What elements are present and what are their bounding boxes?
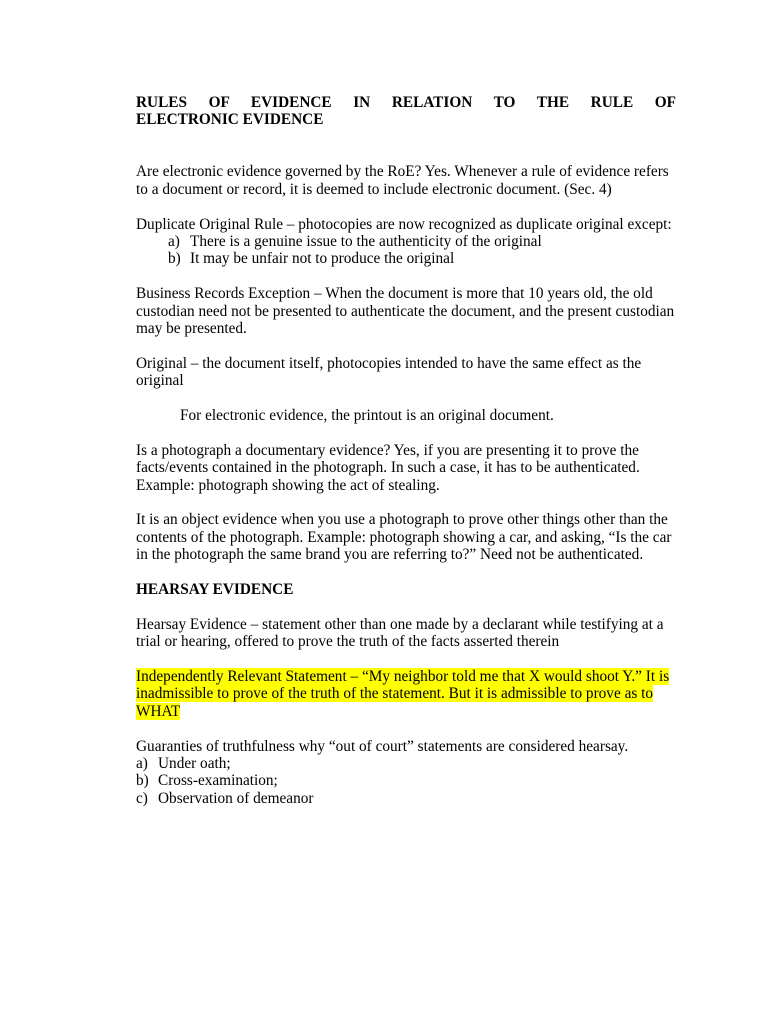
document-title-line2: ELECTRONIC EVIDENCE <box>136 111 324 129</box>
section-heading-hearsay: HEARSAY EVIDENCE <box>136 581 294 599</box>
paragraph-independently-relevant <box>136 668 676 720</box>
list-item <box>136 790 676 807</box>
list-marker: c) <box>136 789 148 807</box>
list-item <box>168 250 676 267</box>
list-item <box>168 233 676 250</box>
list-item-text: Under oath; <box>158 755 231 773</box>
highlighted-text: Independently Relevant Statement – “My neighbor told me that X would shoot Y.” It is inadmissible to prove of the truth of the statement. But it is admissible to prove as to WHAT <box>136 668 670 720</box>
list-item-text: Cross-examination; <box>158 772 278 790</box>
paragraph-guaranties-intro: Guaranties of truthfulness why “out of court” statements are considered hearsay. <box>136 737 629 755</box>
list-item <box>136 772 676 789</box>
paragraph-photograph-documentary: Is a photograph a documentary evidence? Yes, if you are presenting it to prove the facts/events contained in the photograph. In such a case, it has to be authenticated. Example: photograph showing the act of stealing. <box>136 441 640 494</box>
document-title <box>136 94 676 129</box>
paragraph-photograph-object: It is an object evidence when you use a photograph to prove other things other than the contents of the photograph. Example: photograph showing a car, and asking, “Is the car in the photograph the same brand you are referring to?” Need not be authenticated. <box>136 511 672 564</box>
list-item-text: It may be unfair not to produce the original <box>190 250 455 268</box>
paragraph-electronic-evidence-roe: Are electronic evidence governed by the RoE? Yes. Whenever a rule of evidence refers to a document or record, it is deemed to include electronic document. (Sec. 4) <box>136 163 669 198</box>
list-marker: b) <box>136 772 149 790</box>
list-marker: b) <box>168 250 181 268</box>
paragraph-duplicate-original-rule: Duplicate Original Rule – photocopies are now recognized as duplicate original except: <box>136 215 672 233</box>
guaranties-list <box>136 755 676 807</box>
list-item-text: Observation of demeanor <box>158 789 314 807</box>
paragraph-business-records-exception: Business Records Exception – When the document is more that 10 years old, the old custodian need not be presented to authenticate the document, and the present custodian may be presented. <box>136 285 675 338</box>
paragraph-original-definition: Original – the document itself, photocopies intended to have the same effect as the original <box>136 354 642 390</box>
document-title-line1: RULES OF EVIDENCE IN RELATION TO THE RULE OF <box>136 94 676 111</box>
list-item <box>136 755 676 772</box>
list-marker: a) <box>168 233 180 251</box>
list-item-text: There is a genuine issue to the authenticity of the original <box>190 233 542 251</box>
list-marker: a) <box>136 755 148 773</box>
duplicate-original-exceptions-list <box>136 233 676 268</box>
paragraph-electronic-printout: For electronic evidence, the printout is an original document. <box>180 407 554 425</box>
paragraph-hearsay-definition: Hearsay Evidence – statement other than one made by a declarant while testifying at a trial or hearing, offered to prove the truth of the facts asserted therein <box>136 615 664 651</box>
